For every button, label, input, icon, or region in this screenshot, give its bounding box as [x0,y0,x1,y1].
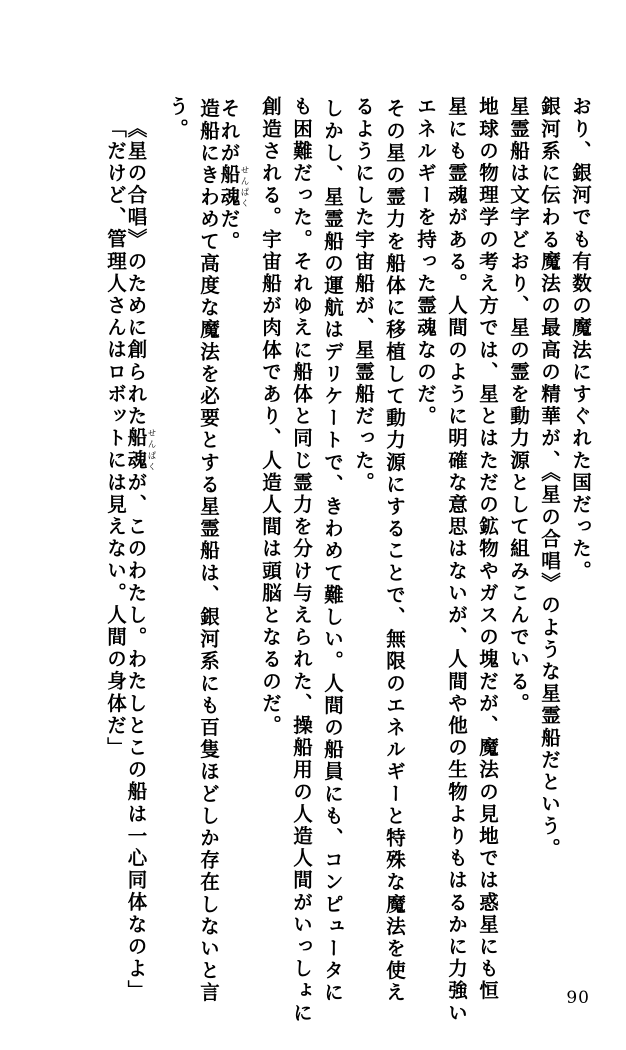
text-column: エネルギーを持った霊魂なのだ。 [414,96,437,428]
ruby-senpaku: 船魂せんぱく [217,164,249,209]
text-column: 星霊船は文字どおり、星の霊を動力源として組みこんでいる。 [507,96,530,715]
text-column-with-ruby: それが船魂せんぱくだ。 [217,98,249,253]
text-column: 造船にきわめて高度な魔法を必要とする星霊船は、銀河系にも百隻ほどしか存在しないと言 [197,98,220,1005]
text-column: おり、銀河でも有数の魔法にすぐれた国だった。 [569,96,592,583]
text-column: 銀河系に伝わる魔法の最高の精華が、《星の合唱》のような星霊船だという。 [538,96,561,860]
text-column: るようにした宇宙船が、星霊船だった。 [352,96,375,494]
text-column: しかし、星霊船の運航はデリケートで、きわめて難しい。人間の船員にも、コンピュータに [321,98,344,1005]
text-column: その星の霊力を船体に移植して動力源にすることで、無限のエネルギーと特殊な魔法を使え [383,98,406,1005]
text-column: 創造される。宇宙船が肉体であり、人造人間は頭脳となるのだ。 [259,96,282,737]
text-column: 星にも霊魂がある。人間のように明確な意思はないが、人間や他の生物よりもはるかに力強い [445,96,468,1025]
page-number: 90 [566,988,590,1008]
text-column: 地球の物理学の考え方では、星とはただの鉱物やガスの塊だが、魔法の見地では惑星にも恒 [476,96,499,1003]
ruby-senpaku: 船魂せんぱく [124,427,156,472]
text-column: 「だけど、管理人さんはロボットには見えない。人間の身体だ」 [104,118,127,759]
ruby-reading: せんぱく [146,427,156,472]
ruby-reading: せんぱく [239,164,249,209]
text-column-with-ruby: 《星の合唱》のために創られた船魂せんぱくが、このわたし。わたしとこの船は一心同体なのよ」 [124,118,156,1003]
text-column: も困難だった。それゆえに船体と同じ霊力を分け与えられた、操船用の人造人間がいっしょに [290,96,313,1025]
text-column: う。 [166,96,189,141]
